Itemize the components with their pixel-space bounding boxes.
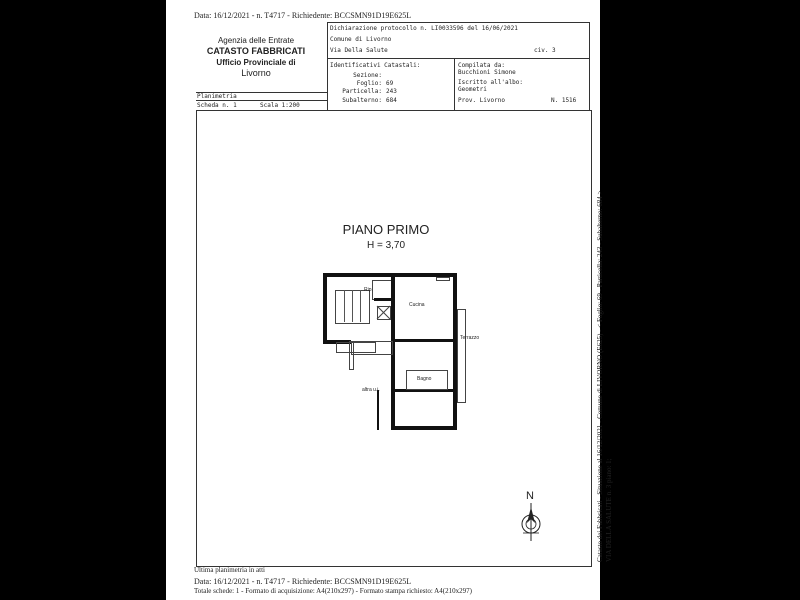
stair-line	[360, 290, 361, 322]
catasto-title: CATASTO FABBRICATI	[206, 46, 306, 56]
subalterno-label: Subalterno:	[342, 97, 382, 104]
frame-divider	[454, 58, 455, 110]
corridor	[351, 341, 393, 355]
plan-scale: Scala 1:200	[260, 102, 300, 109]
register-name: Geometri	[458, 86, 487, 93]
declaration-civic: civ. 3	[534, 47, 556, 54]
cadastral-title: Identificativi Catastali:	[330, 62, 421, 69]
office-city: Livorno	[241, 68, 271, 78]
side-address-text: VIA DELLA SALUTE n. 3 piano: 1;	[605, 458, 613, 562]
frame-right-line	[589, 22, 590, 110]
plan-box-mid	[196, 100, 327, 101]
footer-request-line: Data: 16/12/2021 - n. T4717 - Richiedente: BCCSMN91D19E625L	[194, 577, 412, 586]
particella-label: Particella:	[342, 88, 382, 95]
compiled-by-label: Compilata da:	[458, 62, 505, 69]
floor-height: H = 3,70	[366, 240, 406, 251]
stair-line	[352, 290, 353, 322]
frame-mid-line	[327, 58, 589, 59]
room-label-rip: Rip.	[364, 287, 373, 293]
side-cadastral-text: Catasto dei Fabbricati - Situazione al 16/12/2021 - Comune di LIVORNO (E625) - < Foglio: 69 - Particella: 243 - Subalterno: 684 >	[596, 190, 604, 562]
office-label: Ufficio Provinciale di	[216, 58, 296, 67]
window	[436, 277, 450, 281]
foglio-value: 69	[386, 80, 394, 87]
foglio-label: Foglio:	[356, 80, 382, 87]
declaration-street: Via Della Salute	[330, 47, 388, 54]
shaft-cross-icon	[377, 306, 391, 320]
plan-wall	[395, 339, 453, 342]
room-label-terrazzo: Terrazzo	[460, 335, 480, 341]
room-label-cucina: Cucina	[409, 302, 425, 308]
province-label: Prov. Livorno	[458, 97, 505, 104]
header-request-line: Data: 16/12/2021 - n. T4717 - Richiedente: BCCSMN91D19E625L	[194, 11, 412, 20]
declaration-protocol: Dichiarazione protocollo n. LI0033596 del 16/06/2021	[330, 25, 518, 32]
plan-wall	[323, 273, 327, 344]
room-label-bagno: Bagno	[417, 376, 432, 382]
compiler-name: Bucchioni Simone	[458, 69, 516, 76]
register-number: N. 1516	[551, 97, 577, 104]
north-arrow-icon	[516, 503, 546, 543]
document-sheet	[166, 0, 613, 600]
room-label-altra-ui: altra u.i.	[362, 387, 380, 393]
north-label: N	[526, 490, 534, 502]
footer-format-line: Totale schede: 1 - Formato di acquisizione: A4(210x297) - Formato stampa richiesto: A4(210x297)	[194, 587, 472, 595]
sezione-label: Sezione:	[353, 72, 382, 79]
plan-label: Planimetria	[197, 93, 237, 100]
plan-sheet-number: Scheda n. 1	[197, 102, 237, 109]
register-label: Iscritto all'albo:	[458, 79, 524, 86]
frame-top-line	[327, 22, 589, 23]
declaration-comune: Comune di Livorno	[330, 36, 392, 43]
plan-wall	[391, 426, 457, 430]
plan-wall	[323, 273, 391, 277]
partition	[349, 341, 354, 370]
plan-wall	[374, 298, 391, 301]
subalterno-value: 684	[386, 97, 397, 104]
agency-name: Agenzia delle Entrate	[217, 36, 295, 45]
terrace	[457, 309, 466, 403]
footer-last-plan: Ultima planimetria in atti	[194, 566, 265, 574]
floor-title: PIANO PRIMO	[342, 222, 430, 237]
partition	[377, 390, 393, 430]
stair-line	[344, 290, 345, 322]
particella-value: 243	[386, 88, 397, 95]
